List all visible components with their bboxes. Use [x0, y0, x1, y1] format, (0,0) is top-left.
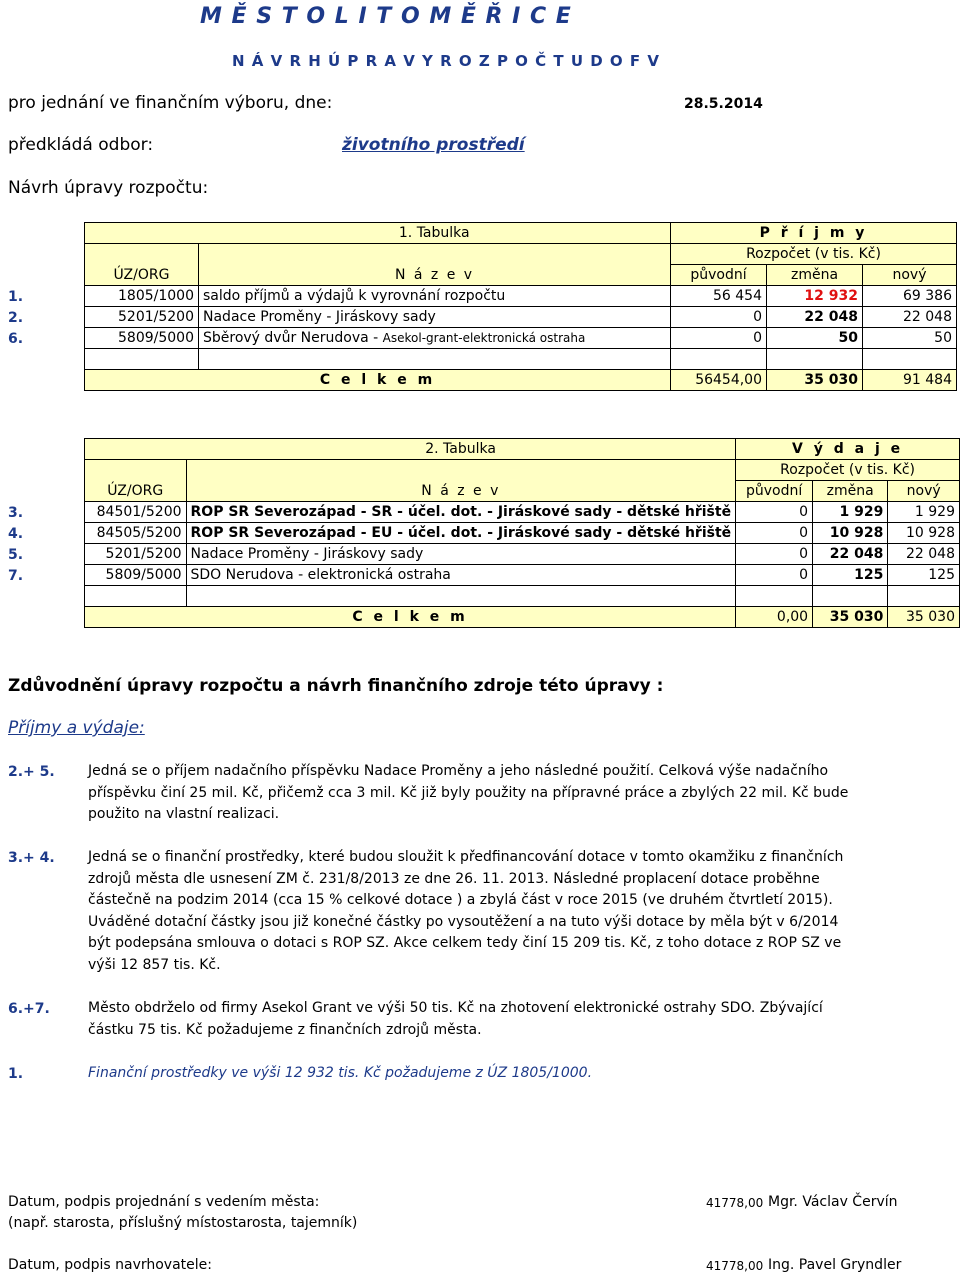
table1-col-name: N á z e v: [199, 265, 671, 286]
item-name-main: SDO Nerudova: [190, 567, 294, 583]
table2-caption: 2. Tabulka: [186, 439, 736, 460]
table-row: [85, 307, 957, 328]
change-value: 50: [767, 328, 863, 349]
department-value: životního prostředí: [342, 135, 525, 155]
revenue-table: [84, 222, 957, 391]
justification-subtitle: Příjmy a výdaje:: [8, 718, 145, 738]
table1-col-new: nový: [863, 265, 957, 286]
org-code: 5809/5000: [85, 565, 187, 586]
org-code: 84501/5200: [85, 502, 187, 523]
paragraph-text: Město obdrželo od firmy Asekol Grant ve výši 50 tis. Kč na zhotovení elektronické ostrahy SDO. Zbývající částku 75 tis. Kč požadujeme z finančních zdrojů města.: [88, 1000, 823, 1038]
table1-caption: 1. Tabulka: [199, 223, 671, 244]
change-value: 125: [813, 565, 888, 586]
item-name-rest: - elektronická ostraha: [293, 567, 451, 583]
approval-name: Mgr. Václav Červín: [768, 1194, 898, 1210]
item-name: Nadace Proměny - Jiráskovy sady: [186, 544, 736, 565]
table2-budget-label: Rozpočet (v tis. Kč): [736, 460, 960, 481]
paragraph-number: 3.+ 4.: [8, 850, 55, 866]
total-label: C e l k e m: [85, 607, 736, 628]
total-change: 35 030: [813, 607, 888, 628]
table2-col-new: nový: [888, 481, 960, 502]
item-name: saldo příjmů a výdajů k vyrovnání rozpočtu: [199, 286, 671, 307]
table1-col-orig: původní: [671, 265, 767, 286]
approval-signature-note: (např. starosta, příslušný místostarosta, tajemník): [8, 1215, 358, 1231]
new-value: 22 048: [888, 544, 960, 565]
proposer-signature-label: Datum, podpis navrhovatele:: [8, 1257, 212, 1273]
table1-section: P ř í j m y: [671, 223, 957, 244]
new-value: 1 929: [888, 502, 960, 523]
change-value: 12 932: [767, 286, 863, 307]
item-name-note: Asekol-grant-elektronická ostraha: [382, 331, 586, 345]
row-number: 1.: [8, 289, 24, 305]
table2-section: V ý d a j e: [736, 439, 960, 460]
approval-signature-label: Datum, podpis projednání s vedením města:: [8, 1194, 320, 1210]
table2-col-name: N á z e v: [186, 481, 736, 502]
department-label: předkládá odbor:: [8, 135, 154, 155]
table-row: [85, 565, 960, 586]
change-value: 10 928: [813, 523, 888, 544]
city-title: M Ě S T O L I T O M Ě Ř I C E: [200, 4, 572, 29]
orig-value: 56 454: [671, 286, 767, 307]
paragraph-text: Finanční prostředky ve výši 12 932 tis. Kč požadujeme z ÚZ 1805/1000.: [88, 1065, 593, 1081]
expense-table: [84, 438, 960, 628]
paragraph-number: 6.+7.: [8, 1001, 50, 1017]
total-new: 35 030: [888, 607, 960, 628]
total-change: 35 030: [767, 370, 863, 391]
item-name: ROP SR Severozápad - EU - účel. dot. - Jiráskové sady - dětské hřiště: [186, 523, 736, 544]
table-row: [85, 286, 957, 307]
total-orig: 56454,00: [671, 370, 767, 391]
change-value: 22 048: [813, 544, 888, 565]
table-row: [85, 502, 960, 523]
orig-value: 0: [671, 307, 767, 328]
meeting-date: 28.5.2014: [684, 96, 763, 112]
total-label: C e l k e m: [85, 370, 671, 391]
row-number: 6.: [8, 331, 24, 347]
row-number: 2.: [8, 310, 24, 326]
org-code: 1805/1000: [85, 286, 199, 307]
orig-value: 0: [736, 544, 813, 565]
table2-col-org: ÚZ/ORG: [85, 481, 187, 502]
row-number: 5.: [8, 547, 24, 563]
paragraph-number: 2.+ 5.: [8, 764, 55, 780]
justification-title: Zdůvodnění úpravy rozpočtu a návrh finančního zdroje této úpravy :: [8, 676, 664, 696]
total-row: [85, 370, 957, 391]
new-value: 50: [863, 328, 957, 349]
change-value: 1 929: [813, 502, 888, 523]
org-code: 5201/5200: [85, 544, 187, 565]
table2-col-orig: původní: [736, 481, 813, 502]
row-number: 3.: [8, 505, 24, 521]
item-name: [186, 565, 736, 586]
row-number: 7.: [8, 568, 24, 584]
item-name: [199, 328, 671, 349]
total-new: 91 484: [863, 370, 957, 391]
new-value: 10 928: [888, 523, 960, 544]
proposer-date: 41778,00: [706, 1259, 764, 1273]
table-row: [85, 544, 960, 565]
new-value: 69 386: [863, 286, 957, 307]
meeting-label: pro jednání ve finančním výboru, dne:: [8, 93, 333, 113]
table-row: [85, 328, 957, 349]
paragraph-number: 1.: [8, 1066, 24, 1082]
item-name: ROP SR Severozápad - SR - účel. dot. - Jiráskové sady - dětské hřiště: [186, 502, 736, 523]
approval-date: 41778,00: [706, 1196, 764, 1210]
proposer-name: Ing. Pavel Gryndler: [768, 1257, 902, 1273]
table2-col-change: změna: [813, 481, 888, 502]
proposal-label: Návrh úpravy rozpočtu:: [8, 178, 209, 198]
org-code: 5809/5000: [85, 328, 199, 349]
orig-value: 0: [736, 523, 813, 544]
new-value: 22 048: [863, 307, 957, 328]
org-code: 5201/5200: [85, 307, 199, 328]
paragraph-text: Jedná se o finanční prostředky, které budou sloužit k předfinancování dotace v tomto okamžiku z finančních zdrojů města dle usnesení ZM č. 231/8/2013 ze dne 26. 11. 2013. Následné proplacení dotace proběhne částečně na podzim 2014 (cca 15 % celkové dotace ) a zbylá část v roce 2015 (ve druhém čtvrtletí 2015). Uváděné dotační částky jsou již konečné částky po vysoutěžení a na tuto výši dotace by měla být v 6/2014 být podepsána smlouva o dotaci s ROP SZ. Akce celkem tedy činí 15 209 tis. Kč, z toho dotace z ROP SZ ve výši 12 857 tis. Kč.: [88, 849, 844, 973]
table-row: [85, 523, 960, 544]
org-code: 84505/5200: [85, 523, 187, 544]
item-name-main: Sběrový dvůr Nerudova -: [203, 330, 383, 346]
table1-col-change: změna: [767, 265, 863, 286]
new-value: 125: [888, 565, 960, 586]
total-orig: 0,00: [736, 607, 813, 628]
table1-col-org: ÚZ/ORG: [85, 265, 199, 286]
item-name: Nadace Proměny - Jiráskovy sady: [199, 307, 671, 328]
total-row: [85, 607, 960, 628]
table1-budget-label: Rozpočet (v tis. Kč): [671, 244, 957, 265]
orig-value: 0: [736, 502, 813, 523]
document-subtitle: N Á V R H Ú P R A V Y R O Z P O Č T U D O F V: [232, 52, 660, 70]
orig-value: 0: [736, 565, 813, 586]
orig-value: 0: [671, 328, 767, 349]
change-value: 22 048: [767, 307, 863, 328]
row-number: 4.: [8, 526, 24, 542]
paragraph-text: Jedná se o příjem nadačního příspěvku Nadace Proměny a jeho následné použití. Celková výše nadačního příspěvku činí 25 mil. Kč, přičemž cca 3 mil. Kč již byly použity na přípravné práce a zbylých 22 mil. Kč bude použito na vlastní realizaci.: [88, 763, 849, 822]
